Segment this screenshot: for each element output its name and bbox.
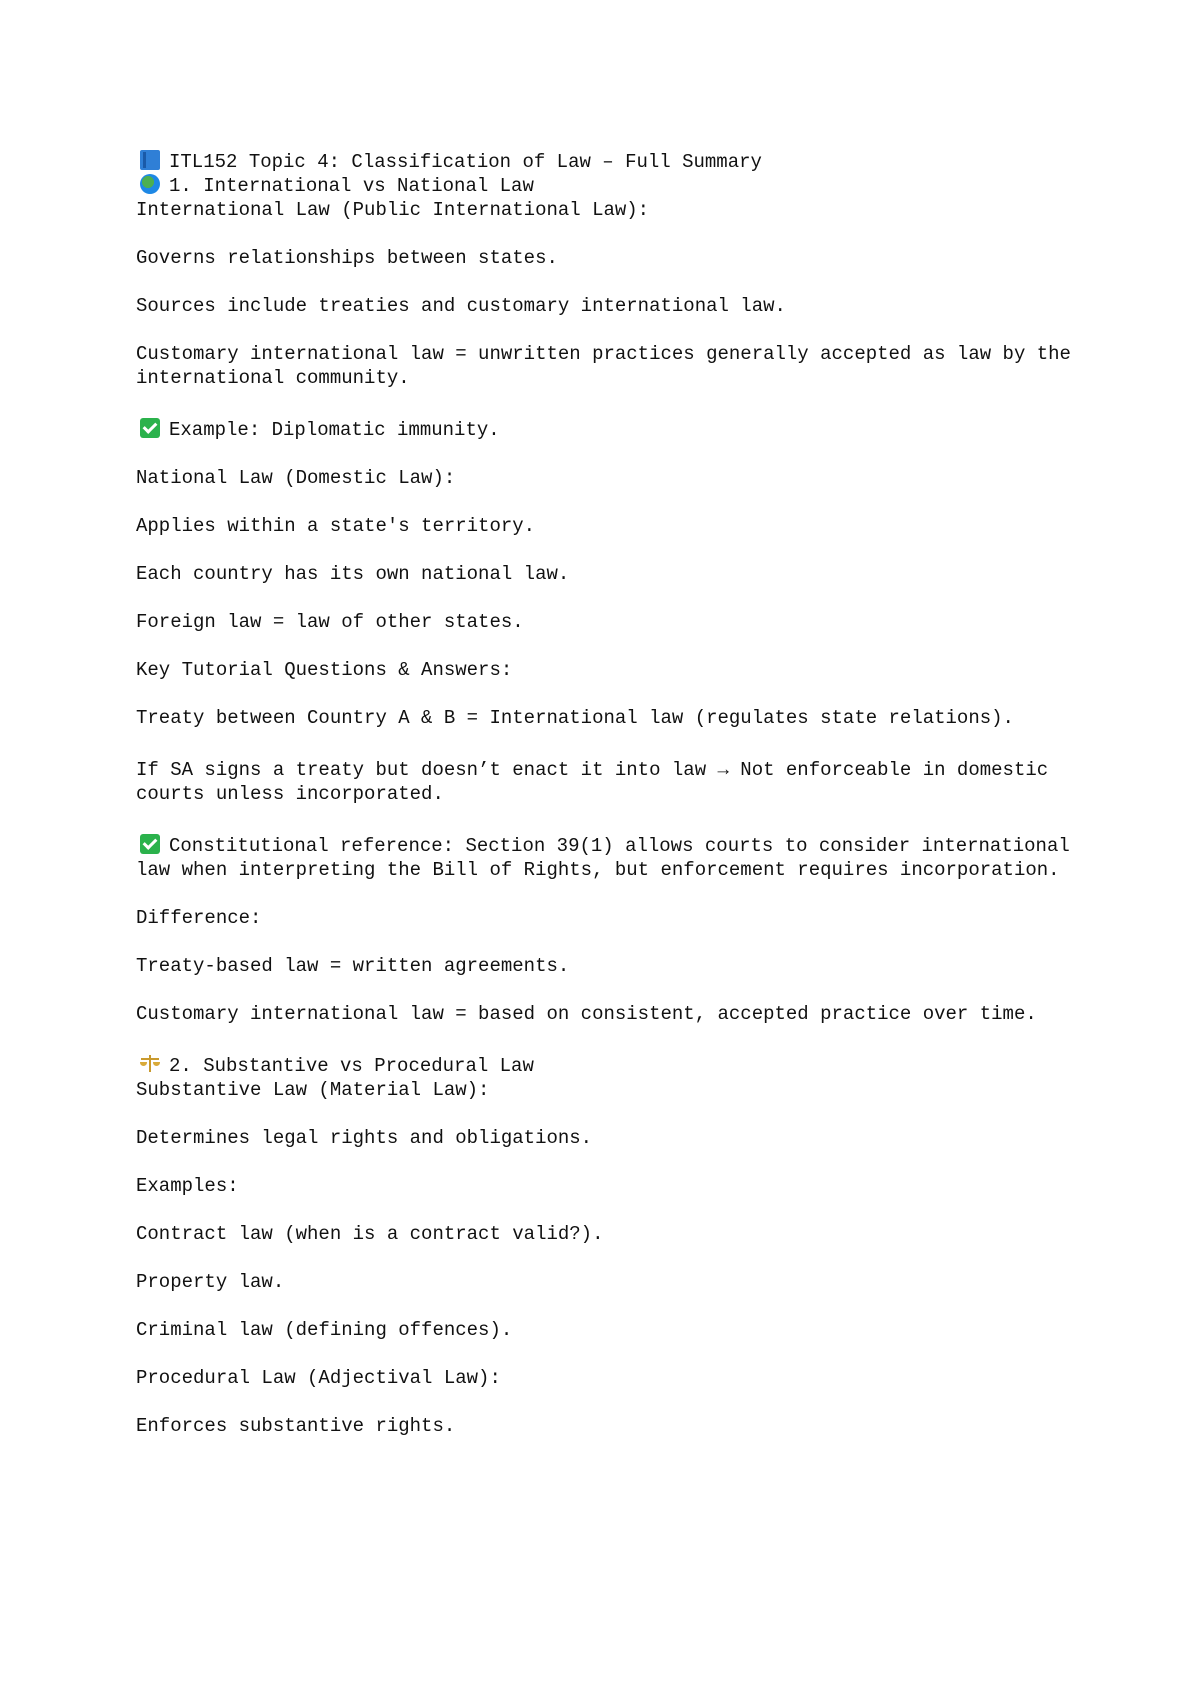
international-law-heading: International Law (Public International Law): [136,199,650,221]
example-2: Property law. [136,1271,285,1293]
section-2-heading-text: 2. Substantive vs Procedural Law [169,1055,534,1077]
intl-point-2: Sources include treaties and customary international law. [136,295,786,317]
blue-book-icon [140,150,160,170]
intl-point-3: Customary international law = unwritten practices generally accepted as law by the international community. [136,343,1083,389]
example-1: Contract law (when is a contract valid?). [136,1223,604,1245]
check-mark-icon [140,418,160,438]
substantive-law-heading: Substantive Law (Material Law): [136,1079,490,1101]
document-title [136,150,1096,174]
difference-point-1: Treaty-based law = written agreements. [136,955,570,977]
section-1-heading [136,174,1096,198]
difference-heading: Difference: [136,907,262,929]
national-law-heading: National Law (Domestic Law): [136,467,456,489]
constitutional-note-text: Constitutional reference: Section 39(1) allows courts to consider international law when interpreting the Bill of Rights, but enforcement requires incorporation. [136,835,1082,881]
tutorial-heading: Key Tutorial Questions & Answers: [136,659,513,681]
intl-example [136,418,1096,442]
difference-point-2: Customary international law = based on consistent, accepted practice over time. [136,1003,1037,1025]
balance-scale-icon [140,1054,160,1074]
examples-heading: Examples: [136,1175,239,1197]
intl-example-text: Example: Diplomatic immunity. [169,419,500,441]
section-2-heading [136,1054,1096,1078]
document-page [136,150,1096,1438]
example-3: Criminal law (defining offences). [136,1319,513,1341]
national-point-2: Each country has its own national law. [136,563,570,585]
globe-icon [140,174,160,194]
procedural-law-heading: Procedural Law (Adjectival Law): [136,1367,501,1389]
tutorial-point-2: If SA signs a treaty but doesn’t enact it into law → Not enforceable in domestic courts unless incorporated. [136,759,1060,805]
title-text: ITL152 Topic 4: Classification of Law – Full Summary [169,151,762,173]
national-point-1: Applies within a state's territory. [136,515,536,537]
intl-point-1: Governs relationships between states. [136,247,558,269]
check-mark-icon [140,834,160,854]
section-1-heading-text: 1. International vs National Law [169,175,534,197]
constitutional-note [136,834,1096,882]
national-point-3: Foreign law = law of other states. [136,611,524,633]
tutorial-point-1: Treaty between Country A & B = International law (regulates state relations). [136,707,1014,729]
procedural-point: Enforces substantive rights. [136,1415,456,1437]
substantive-point: Determines legal rights and obligations. [136,1127,593,1149]
